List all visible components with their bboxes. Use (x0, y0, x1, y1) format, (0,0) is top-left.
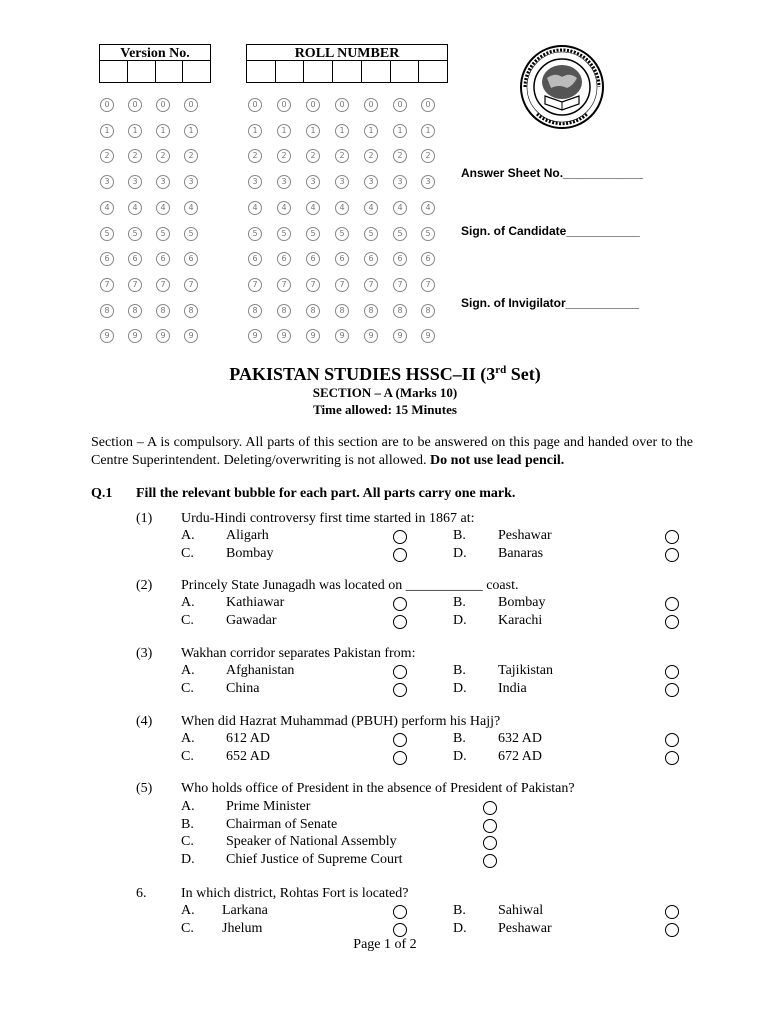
roll-bubble[interactable]: 1 (393, 124, 407, 138)
version-bubble[interactable]: 7 (184, 278, 198, 292)
question-part-number: (3) (136, 646, 153, 661)
answer-bubble[interactable] (665, 597, 679, 611)
roll-bubble[interactable]: 3 (306, 175, 320, 189)
question-text: Urdu-Hindi controversy first time started in 1867 at: (181, 511, 475, 526)
option-text: Peshawar (498, 528, 552, 543)
question-text: Princely State Junagadh was located on ___________ coast. (181, 578, 519, 593)
version-bubble[interactable]: 4 (156, 201, 170, 215)
question-part-number: (1) (136, 511, 153, 526)
roll-bubble[interactable]: 1 (306, 124, 320, 138)
roll-bubble[interactable]: 6 (393, 252, 407, 266)
roll-bubble[interactable]: 0 (335, 98, 349, 112)
answer-bubble[interactable] (393, 751, 407, 765)
roll-bubble[interactable]: 2 (335, 149, 349, 163)
version-bubble[interactable]: 1 (128, 124, 142, 138)
version-bubble[interactable]: 5 (128, 227, 142, 241)
instructions-bold: Do not use lead pencil. (430, 453, 565, 468)
version-bubble[interactable]: 6 (156, 252, 170, 266)
roll-bubble[interactable]: 0 (393, 98, 407, 112)
roll-bubble[interactable]: 5 (393, 227, 407, 241)
roll-bubble[interactable]: 3 (335, 175, 349, 189)
option-letter: C. (181, 920, 194, 936)
roll-bubble[interactable]: 7 (335, 278, 349, 292)
roll-bubble[interactable]: 5 (306, 227, 320, 241)
version-bubble[interactable]: 2 (184, 149, 198, 163)
option-letter: D. (453, 920, 467, 936)
answer-bubble[interactable] (393, 615, 407, 629)
roll-bubble[interactable]: 3 (248, 175, 262, 189)
version-label: Version No. (99, 44, 211, 61)
roll-bubble[interactable]: 2 (277, 149, 291, 163)
option-text: 672 AD (498, 748, 542, 764)
option-text: 632 AD (498, 731, 542, 746)
answer-bubble[interactable] (393, 548, 407, 562)
roll-bubble[interactable]: 4 (421, 201, 435, 215)
answer-sheet-no[interactable]: Answer Sheet No.____________ (461, 166, 644, 180)
exam-title (0, 364, 770, 385)
version-bubble[interactable]: 3 (184, 175, 198, 189)
question-text: When did Hazrat Muhammad (PBUH) perform his Hajj? (181, 714, 501, 729)
roll-number-box (246, 44, 448, 83)
roll-bubble[interactable]: 3 (364, 175, 378, 189)
roll-bubble[interactable]: 3 (277, 175, 291, 189)
roll-bubble[interactable]: 8 (335, 304, 349, 318)
exam-title-sup: rd (495, 364, 507, 376)
version-bubble[interactable]: 9 (184, 329, 198, 343)
option-text: Sahiwal (498, 903, 544, 918)
version-bubble[interactable]: 1 (184, 124, 198, 138)
roll-bubble[interactable]: 6 (277, 252, 291, 266)
version-bubble[interactable]: 4 (128, 201, 142, 215)
version-bubble[interactable]: 7 (128, 278, 142, 292)
option-text: Karachi (498, 612, 543, 628)
answer-bubble[interactable] (393, 683, 407, 697)
roll-bubble[interactable]: 7 (421, 278, 435, 292)
roll-bubble[interactable]: 3 (421, 175, 435, 189)
version-bubble[interactable]: 3 (128, 175, 142, 189)
roll-bubble[interactable]: 1 (421, 124, 435, 138)
version-bubble[interactable]: 0 (100, 98, 114, 112)
version-bubble[interactable]: 6 (100, 252, 114, 266)
option-letter: A. (181, 528, 195, 543)
version-bubble[interactable]: 5 (156, 227, 170, 241)
time-allowed: Time allowed: 15 Minutes (313, 402, 457, 417)
sign-of-invigilator[interactable]: Sign. of Invigilator___________ (461, 296, 640, 310)
option-text: 612 AD (226, 731, 270, 746)
roll-bubble[interactable]: 4 (335, 201, 349, 215)
option-letter: D. (453, 612, 467, 628)
roll-bubble[interactable]: 1 (248, 124, 262, 138)
roll-bubble[interactable]: 2 (364, 149, 378, 163)
roll-bubble[interactable]: 7 (364, 278, 378, 292)
roll-bubble[interactable]: 0 (421, 98, 435, 112)
option-letter: C. (181, 748, 194, 764)
sign-of-candidate[interactable]: Sign. of Candidate___________ (461, 224, 640, 238)
version-bubble[interactable]: 9 (156, 329, 170, 343)
roll-bubble[interactable]: 2 (421, 149, 435, 163)
roll-bubble[interactable]: 6 (248, 252, 262, 266)
answer-bubble[interactable] (665, 905, 679, 919)
option-letter: D. (181, 851, 195, 867)
section-heading: SECTION – A (Marks 10) (312, 385, 458, 400)
version-bubble[interactable]: 2 (156, 149, 170, 163)
option-letter: B. (453, 731, 466, 746)
option-letter: A. (181, 663, 195, 678)
roll-bubble[interactable]: 8 (393, 304, 407, 318)
answer-bubble[interactable] (665, 615, 679, 629)
roll-bubble[interactable]: 7 (306, 278, 320, 292)
version-bubble[interactable]: 3 (156, 175, 170, 189)
question-heading: Fill the relevant bubble for each part. All parts carry one mark. (136, 486, 516, 501)
version-bubble[interactable]: 3 (100, 175, 114, 189)
version-bubble[interactable]: 1 (100, 124, 114, 138)
answer-bubble[interactable] (393, 905, 407, 919)
roll-bubble[interactable]: 5 (335, 227, 349, 241)
option-text: Kathiawar (226, 595, 285, 610)
instructions-text: Section – A is compulsory. All parts of this section are to be answered on this page and handed over to the Centre Superintendent. Deleting/overwriting is not allowed. (91, 435, 693, 468)
exam-title-main: PAKISTAN STUDIES HSSC–II (3 (229, 364, 496, 384)
roll-bubble[interactable]: 8 (248, 304, 262, 318)
version-bubble[interactable]: 5 (100, 227, 114, 241)
roll-bubble[interactable]: 9 (306, 329, 320, 343)
roll-bubble[interactable]: 0 (248, 98, 262, 112)
version-bubble[interactable]: 4 (184, 201, 198, 215)
version-box (99, 44, 211, 83)
roll-bubble[interactable]: 1 (364, 124, 378, 138)
answer-bubble[interactable] (483, 819, 497, 833)
version-bubble[interactable]: 7 (100, 278, 114, 292)
option-text: Speaker of National Assembly (226, 834, 397, 849)
roll-bubble[interactable]: 4 (248, 201, 262, 215)
answer-bubble[interactable] (393, 597, 407, 611)
version-bubble[interactable]: 0 (184, 98, 198, 112)
version-bubble[interactable]: 9 (128, 329, 142, 343)
version-bubble[interactable]: 8 (184, 304, 198, 318)
option-letter: A. (181, 731, 195, 746)
roll-bubble[interactable]: 8 (277, 304, 291, 318)
roll-bubble[interactable]: 2 (393, 149, 407, 163)
option-letter: A. (181, 799, 195, 814)
roll-bubble[interactable]: 5 (277, 227, 291, 241)
roll-bubble[interactable]: 0 (277, 98, 291, 112)
option-text: Peshawar (498, 920, 552, 936)
question-part-number: (4) (136, 714, 153, 729)
roll-bubble[interactable]: 6 (335, 252, 349, 266)
roll-bubble[interactable]: 0 (306, 98, 320, 112)
version-bubble[interactable]: 9 (100, 329, 114, 343)
roll-bubble[interactable]: 4 (277, 201, 291, 215)
answer-bubble[interactable] (393, 923, 407, 937)
option-letter: B. (453, 528, 466, 543)
roll-bubble[interactable]: 9 (393, 329, 407, 343)
answer-bubble[interactable] (665, 923, 679, 937)
option-text: Chairman of Senate (226, 816, 338, 832)
version-bubble[interactable]: 4 (100, 201, 114, 215)
answer-bubble[interactable] (665, 733, 679, 747)
version-bubble[interactable]: 2 (100, 149, 114, 163)
answer-bubble[interactable] (665, 683, 679, 697)
roll-bubble[interactable]: 7 (393, 278, 407, 292)
roll-bubble[interactable]: 4 (364, 201, 378, 215)
roll-bubble[interactable]: 1 (335, 124, 349, 138)
option-text: Gawadar (226, 612, 277, 628)
version-bubble[interactable]: 0 (128, 98, 142, 112)
version-bubble[interactable]: 8 (128, 304, 142, 318)
option-text: Aligarh (226, 528, 269, 543)
version-bubble[interactable]: 0 (156, 98, 170, 112)
instructions (91, 434, 693, 470)
option-letter: A. (181, 595, 195, 610)
question-number: Q.1 (91, 486, 113, 501)
option-letter: B. (453, 595, 466, 610)
option-text: 652 AD (226, 748, 270, 764)
board-seal-icon (515, 44, 610, 130)
option-text: India (498, 680, 527, 696)
answer-bubble[interactable] (483, 854, 497, 868)
roll-bubble[interactable]: 7 (277, 278, 291, 292)
option-text: Chief Justice of Supreme Court (226, 851, 403, 867)
roll-bubble[interactable]: 9 (248, 329, 262, 343)
option-letter: C. (181, 545, 194, 561)
roll-bubble[interactable]: 2 (248, 149, 262, 163)
question-text: Wakhan corridor separates Pakistan from: (181, 646, 416, 661)
roll-bubble[interactable]: 7 (248, 278, 262, 292)
question-text: Who holds office of President in the absence of President of Pakistan? (181, 781, 575, 796)
answer-bubble[interactable] (393, 733, 407, 747)
roll-bubble[interactable]: 9 (364, 329, 378, 343)
option-text: China (226, 680, 260, 696)
roll-bubble[interactable]: 8 (306, 304, 320, 318)
roll-bubble[interactable]: 0 (364, 98, 378, 112)
option-letter: B. (453, 903, 466, 918)
roll-bubble[interactable]: 9 (277, 329, 291, 343)
version-bubble[interactable]: 5 (184, 227, 198, 241)
version-cells[interactable] (99, 61, 211, 83)
version-bubble[interactable]: 7 (156, 278, 170, 292)
answer-bubble[interactable] (665, 751, 679, 765)
option-letter: C. (181, 680, 194, 696)
question-part-number: (2) (136, 578, 153, 593)
option-text: Prime Minister (226, 799, 311, 814)
version-bubble[interactable]: 8 (156, 304, 170, 318)
roll-bubble[interactable]: 1 (277, 124, 291, 138)
question-part-number: 6. (136, 886, 147, 901)
version-bubble[interactable]: 8 (100, 304, 114, 318)
answer-bubble[interactable] (665, 530, 679, 544)
version-bubble[interactable]: 6 (128, 252, 142, 266)
roll-bubble[interactable]: 6 (306, 252, 320, 266)
roll-bubble[interactable]: 8 (364, 304, 378, 318)
option-letter: D. (453, 680, 467, 696)
option-letter: B. (453, 663, 466, 678)
roll-bubble[interactable]: 9 (335, 329, 349, 343)
roll-bubble[interactable]: 5 (364, 227, 378, 241)
option-letter: A. (181, 903, 195, 918)
roll-bubble[interactable]: 4 (393, 201, 407, 215)
option-text: Bombay (226, 545, 274, 561)
answer-bubble[interactable] (393, 530, 407, 544)
option-text: Larkana (222, 903, 268, 918)
roll-bubble[interactable]: 9 (421, 329, 435, 343)
question-part-number: (5) (136, 781, 153, 796)
roll-bubble[interactable]: 8 (421, 304, 435, 318)
exam-title-end: Set) (506, 364, 541, 384)
question-text: In which district, Rohtas Fort is located? (181, 886, 409, 901)
roll-bubble[interactable]: 6 (364, 252, 378, 266)
board-logo (515, 44, 610, 130)
roll-bubble[interactable]: 5 (248, 227, 262, 241)
option-text: Bombay (498, 595, 546, 610)
version-bubble[interactable]: 1 (156, 124, 170, 138)
answer-bubble[interactable] (393, 665, 407, 679)
page-number: Page 1 of 2 (353, 937, 417, 952)
answer-bubble[interactable] (483, 801, 497, 815)
option-text: Banaras (498, 545, 544, 561)
option-letter: D. (453, 545, 467, 561)
option-letter: C. (181, 834, 194, 849)
option-letter: B. (181, 816, 194, 832)
option-text: Jhelum (222, 920, 263, 936)
version-bubble[interactable]: 6 (184, 252, 198, 266)
option-letter: C. (181, 612, 194, 628)
roll-bubble[interactable]: 2 (306, 149, 320, 163)
answer-bubble[interactable] (665, 665, 679, 679)
answer-bubble[interactable] (665, 548, 679, 562)
roll-bubble[interactable]: 3 (393, 175, 407, 189)
roll-bubble[interactable]: 5 (421, 227, 435, 241)
answer-bubble[interactable] (483, 836, 497, 850)
roll-bubble[interactable]: 4 (306, 201, 320, 215)
roll-number-cells[interactable] (246, 61, 448, 83)
roll-bubble[interactable]: 6 (421, 252, 435, 266)
option-text: Afghanistan (226, 663, 295, 678)
option-letter: D. (453, 748, 467, 764)
version-bubble[interactable]: 2 (128, 149, 142, 163)
roll-number-label: ROLL NUMBER (246, 44, 448, 61)
option-text: Tajikistan (498, 663, 554, 678)
